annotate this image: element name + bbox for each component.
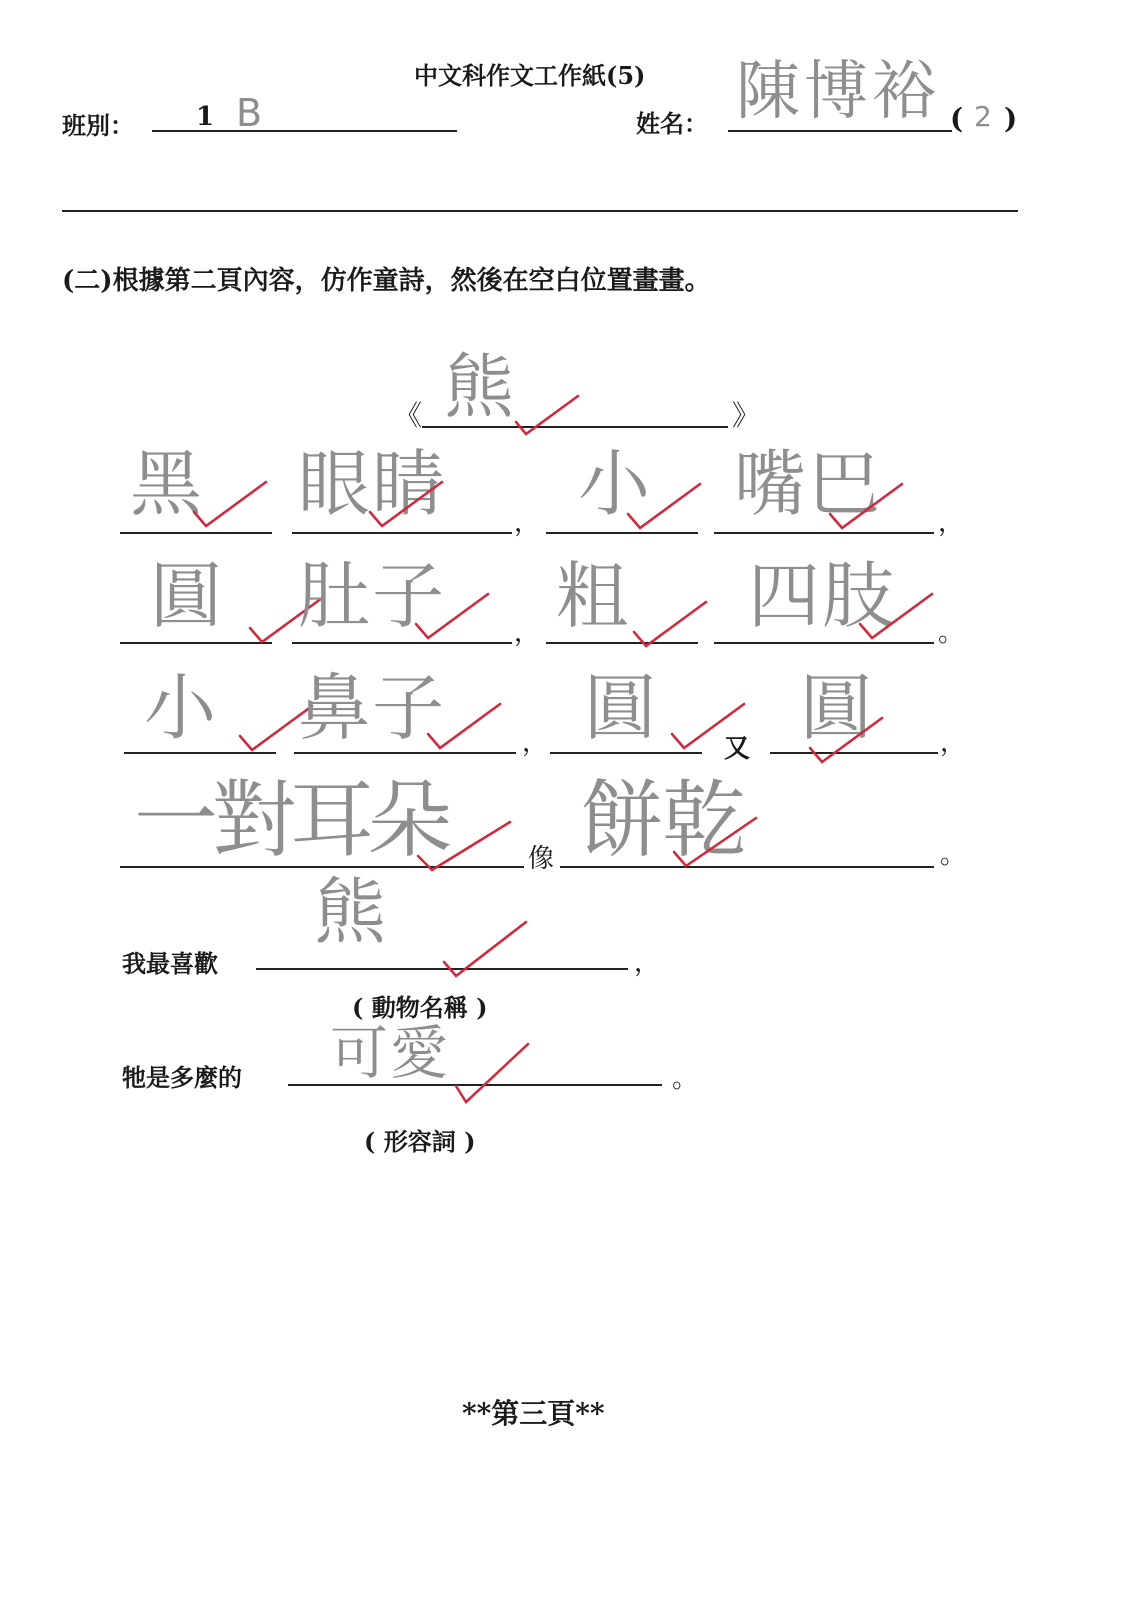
adjective-prefix: 牠是多麼的 (122, 1063, 242, 1092)
class-number-value: 2 (974, 100, 994, 133)
name-label: 姓名： (636, 109, 708, 138)
poem-row1-blank3-line (546, 532, 698, 534)
poem-row2-blank2-line (292, 642, 512, 644)
check-mark-icon (630, 598, 710, 648)
check-mark-icon (414, 818, 514, 872)
class-number-close: ) (1004, 102, 1018, 135)
worksheet-title: 中文科作文工作紙(5) (414, 61, 646, 90)
adjective-end: 。 (672, 1064, 699, 1094)
poem-title-open: 《 (394, 399, 423, 432)
header-divider (62, 210, 1018, 212)
check-mark-icon (452, 1040, 532, 1104)
favorite-end: ， (634, 948, 661, 978)
class-label: 班別： (62, 111, 134, 140)
check-mark-icon (826, 480, 906, 530)
check-mark-icon (412, 590, 492, 640)
favorite-answer: 熊 (314, 870, 389, 954)
poem-row1-blank2-line (292, 532, 512, 534)
poem-row1-blank1-line (120, 532, 272, 534)
class-number-open: ( (950, 102, 964, 135)
poem-row4-blank2-answer: 餅乾 (580, 771, 745, 869)
poem-row1-end: ， (938, 508, 965, 538)
poem-title-answer: 熊 (444, 346, 516, 428)
page-number-label: **第三頁** (462, 1397, 605, 1430)
poem-row4-blank1-answer: 一對耳朵 (134, 771, 447, 869)
poem-row1-blank3-answer: 小 (578, 442, 653, 526)
poem-row4-end: 。 (940, 840, 967, 870)
poem-row3-blank2-line (294, 752, 516, 754)
check-mark-icon (624, 480, 704, 530)
check-mark-icon (366, 478, 446, 528)
poem-row2-comma: ， (514, 618, 541, 648)
check-mark-icon (856, 590, 936, 640)
instruction-text: (二)根據第二頁內容，仿作童詩，然後在空白位置畫畫。 (62, 266, 711, 296)
poem-row3-connector: 又 (724, 734, 751, 764)
poem-row1-blank4-line (714, 532, 934, 534)
poem-row2-blank2-answer: 肚子 (298, 554, 447, 638)
poem-row3-blank2-answer: 鼻子 (298, 666, 447, 750)
poem-row2-blank4-line (714, 642, 934, 644)
class-handwritten-value: B (236, 91, 265, 135)
poem-row2-blank4-answer: 四肢 (748, 554, 897, 638)
poem-row2-end: 。 (938, 618, 965, 648)
poem-row1-blank4-answer: 嘴巴 (734, 442, 883, 526)
poem-row3-comma: ， (522, 728, 549, 758)
adjective-answer: 可愛 (330, 1019, 451, 1087)
favorite-hint: ( 動物名稱 ) (352, 993, 488, 1022)
name-underline (728, 130, 952, 132)
poem-row3-blank3-line (550, 752, 702, 754)
poem-row1-comma: ， (514, 508, 541, 538)
poem-row3-blank1-answer: 小 (144, 666, 219, 750)
check-mark-icon (512, 392, 582, 436)
adjective-hint: ( 形容詞 ) (364, 1127, 476, 1156)
check-mark-icon (190, 478, 270, 528)
check-mark-icon (424, 700, 504, 750)
poem-row3-blank1-line (124, 752, 276, 754)
favorite-prefix: 我最喜歡 (122, 949, 218, 978)
check-mark-icon (670, 814, 760, 868)
check-mark-icon (806, 714, 886, 764)
poem-row3-blank3-answer: 圓 (584, 666, 659, 750)
poem-row1-blank2-answer: 眼睛 (298, 442, 447, 526)
check-mark-icon (440, 918, 530, 978)
name-handwritten-value: 陳博裕 (736, 55, 940, 129)
poem-row2-blank1-answer: 圓 (150, 554, 225, 638)
poem-title-close: 》 (732, 399, 761, 432)
poem-row3-blank4-answer: 圓 (800, 666, 875, 750)
poem-row3-end: ， (940, 728, 967, 758)
poem-row4-connector: 像 (528, 844, 555, 874)
class-printed-value: 1 (196, 102, 215, 132)
poem-row1-blank1-answer: 黑 (130, 442, 205, 526)
class-underline (152, 130, 457, 132)
poem-row2-blank3-answer: 粗 (556, 554, 631, 638)
